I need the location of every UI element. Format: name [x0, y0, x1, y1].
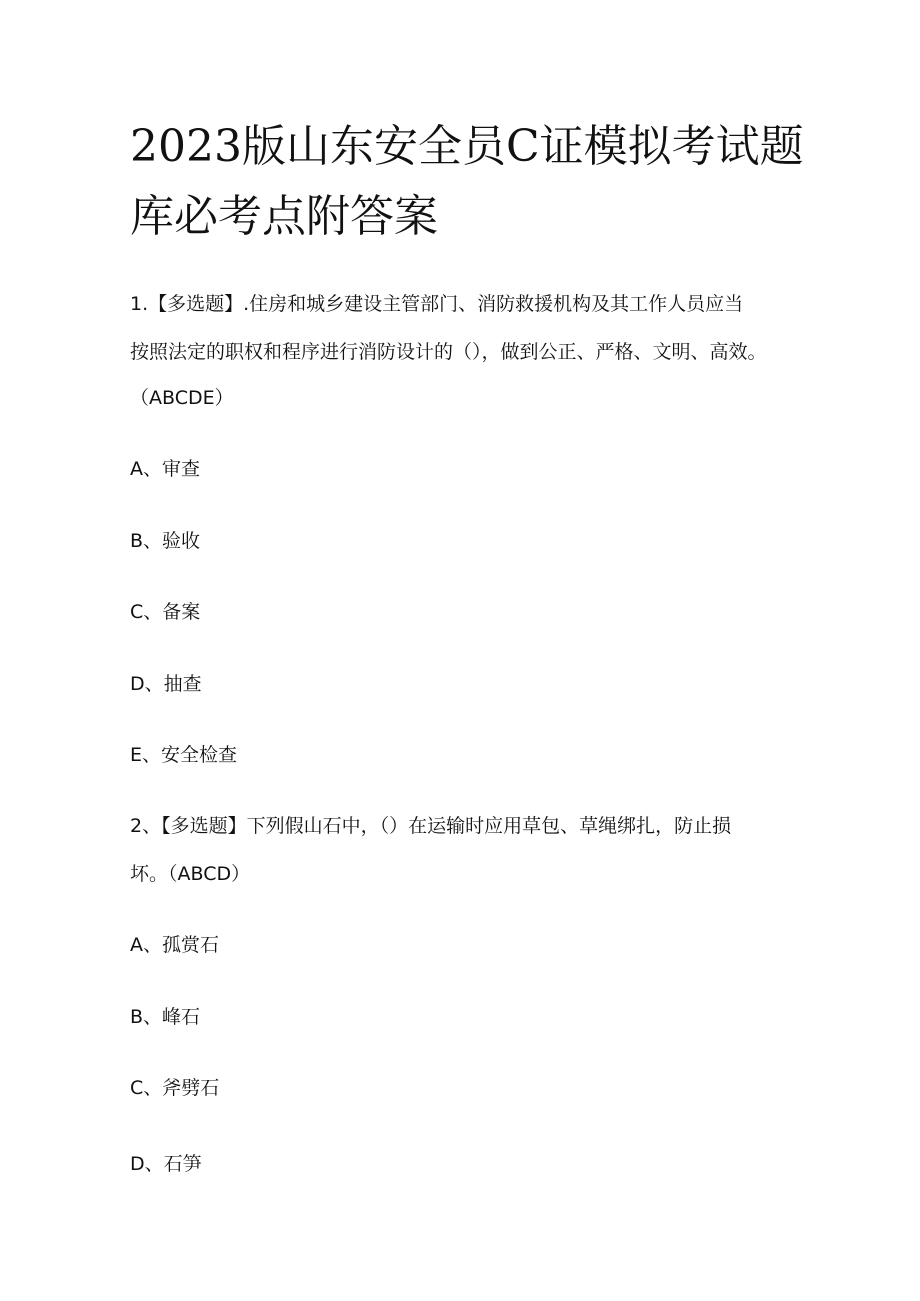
question-1-option-c: C、备案	[130, 601, 201, 623]
question-2-stem-line-1: 2、【多选题】下列假山石中，（）在运输时应用草包、草绳绑扎，防止损	[130, 815, 732, 837]
question-2-option-c: C、斧劈石	[130, 1077, 220, 1099]
question-1-stem-line-2: 按照法定的职权和程序进行消防设计的（），做到公正、严格、文明、高效。	[130, 341, 767, 363]
document-title	[130, 112, 804, 252]
question-2-option-b: B、峰石	[130, 1006, 201, 1028]
question-2-option-d: D、石笋	[130, 1153, 202, 1175]
question-2-stem-line-2: 坏。（ABCD）	[130, 863, 251, 885]
question-2-option-a: A、孤赏石	[130, 934, 219, 956]
question-1-answer: （ABCDE）	[130, 387, 234, 409]
question-1-option-a: A、审查	[130, 458, 200, 480]
question-1-option-e: E、安全检查	[130, 744, 238, 766]
title-line-2: 库必考点附答案	[130, 191, 438, 242]
question-1-option-b: B、验收	[130, 530, 201, 552]
question-1-stem-line-1: 1.【多选题】.住房和城乡建设主管部门、消防救援机构及其工作人员应当	[130, 293, 744, 315]
question-1-option-d: D、抽查	[130, 673, 202, 695]
title-line-1: 2023版山东安全员C证模拟考试题	[130, 121, 804, 172]
